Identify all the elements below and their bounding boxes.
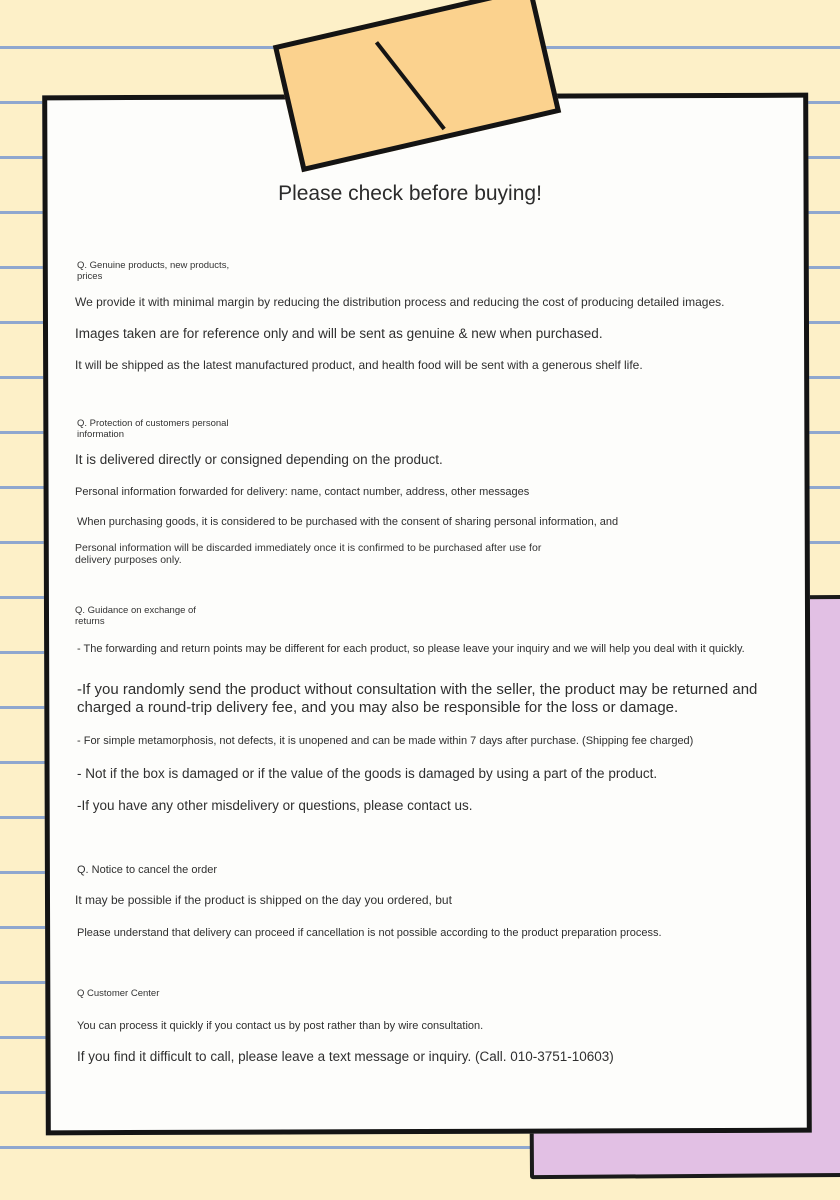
answer-line: It is delivered directly or consigned depending on the product. — [75, 452, 443, 467]
answer-line: -If you randomly send the product without consultation with the seller, the product may be returned and charged a round-trip delivery fee, and you may also be responsible for the loss or damage. — [77, 681, 758, 716]
answer-line: You can process it quickly if you contact us by post rather than by wire consultation. — [77, 1020, 484, 1032]
page-title: Please check before buying! — [278, 182, 542, 205]
answer-line: - The forwarding and return points may be different for each product, so please leave your inquiry and we will help you deal with it quickly. — [77, 643, 745, 655]
answer-line: If you find it difficult to call, please leave a text message or inquiry. (Call. 010-3751-10603) — [77, 1049, 614, 1064]
question-cancel-order: Q. Notice to cancel the order — [77, 864, 218, 876]
question-genuine-products: Q. Genuine products, new products, prices — [77, 260, 230, 282]
question-personal-information: Q. Protection of customers personal information — [77, 418, 229, 440]
answer-line: We provide it with minimal margin by reducing the distribution process and reducing the cost of producing detailed images. — [75, 295, 725, 309]
answer-line: It will be shipped as the latest manufactured product, and health food will be sent with a generous shelf life. — [75, 358, 643, 372]
question-customer-center: Q Customer Center — [77, 988, 160, 999]
answer-line: - For simple metamorphosis, not defects, it is unopened and can be made within 7 days after purchase. (Shipping fee charged) — [77, 735, 694, 747]
answer-line: - Not if the box is damaged or if the value of the goods is damaged by using a part of the product. — [77, 766, 658, 781]
answer-line: When purchasing goods, it is considered to be purchased with the consent of sharing personal information, and — [77, 516, 619, 528]
answer-line: It may be possible if the product is shipped on the day you ordered, but — [75, 893, 452, 907]
answer-line: Images taken are for reference only and will be sent as genuine & new when purchased. — [75, 326, 603, 341]
answer-line: -If you have any other misdelivery or questions, please contact us. — [77, 798, 473, 813]
answer-line: Personal information will be discarded immediately once it is confirmed to be purchased after use for delivery purposes only. — [75, 542, 542, 566]
answer-line: Please understand that delivery can proceed if cancellation is not possible according to the product preparation process. — [77, 927, 662, 939]
answer-line: Personal information forwarded for delivery: name, contact number, address, other messages — [75, 486, 530, 498]
question-exchange-returns: Q. Guidance on exchange of returns — [75, 605, 196, 627]
